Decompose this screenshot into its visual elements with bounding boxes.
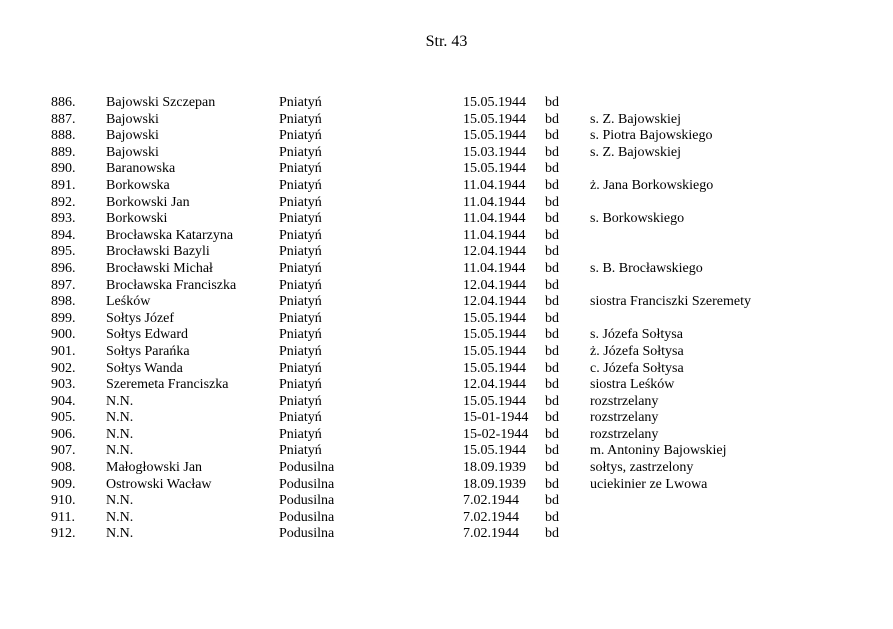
record-note: s. Piotra Bajowskiego [590,128,713,144]
record-place: Podusilna [279,460,335,476]
record-code: bd [545,310,559,326]
record-date: 15.05.1944 [463,393,526,409]
record-number: 912. [51,526,76,542]
record-place: Pniatyń [279,244,322,260]
record-row [0,228,893,245]
record-place: Pniatyń [279,377,322,393]
record-date: 15.03.1944 [463,144,526,160]
record-row [0,128,893,145]
record-date: 18.09.1939 [463,460,526,476]
record-row [0,427,893,444]
record-date: 18.09.1939 [463,476,526,492]
record-name: Bajowski [106,111,159,127]
record-name: Bajowski [106,144,159,160]
record-code: bd [545,95,559,110]
record-note: siostra Leśków [590,377,675,393]
record-date: 15.05.1944 [463,443,526,459]
record-place: Pniatyń [279,294,322,310]
record-date: 12.04.1944 [463,294,526,310]
record-number: 911. [51,509,75,525]
record-date: 15.05.1944 [463,310,526,326]
record-number: 890. [51,161,76,177]
record-name: N.N. [106,426,134,442]
record-row [0,211,893,228]
record-note: s. Józefa Sołtysa [590,327,683,343]
record-note: s. B. Brocławskiego [590,260,703,276]
record-row [0,178,893,195]
record-code: bd [545,377,559,393]
record-code: bd [545,177,559,193]
record-date: 11.04.1944 [463,194,526,210]
record-number: 892. [51,194,76,210]
record-number: 889. [51,144,76,160]
record-row [0,510,893,527]
record-name: Sołtys Edward [106,327,189,343]
record-number: 904. [51,393,76,409]
record-date: 15.05.1944 [463,360,526,376]
record-row [0,344,893,361]
record-place: Pniatyń [279,144,322,160]
record-note: rozstrzelany [590,410,659,426]
record-date: 15.05.1944 [463,343,526,359]
record-code: bd [545,277,559,293]
record-row [0,294,893,311]
record-date: 15.05.1944 [463,95,526,110]
record-row [0,526,893,543]
record-code: bd [545,260,559,276]
record-note: rozstrzelany [590,426,659,442]
record-note: sołtys, zastrzelony [590,460,694,476]
record-note: rozstrzelany [590,393,659,409]
record-code: bd [545,294,559,310]
record-name: Sołtys Józef [106,310,175,326]
record-note: ż. Jana Borkowskiego [590,177,714,193]
record-name: Brocławski Bazyli [106,244,210,260]
record-place: Pniatyń [279,128,322,144]
record-place: Pniatyń [279,360,322,376]
record-code: bd [545,227,559,243]
record-number: 907. [51,443,76,459]
record-place: Pniatyń [279,161,322,177]
record-date: 11.04.1944 [463,260,526,276]
record-date: 7.02.1944 [463,493,519,509]
record-row [0,161,893,178]
record-note: ż. Józefa Sołtysa [590,343,684,359]
record-name: Borkowski [106,211,168,227]
records-list [0,95,893,543]
record-date: 12.04.1944 [463,244,526,260]
record-row [0,394,893,411]
record-code: bd [545,526,559,542]
record-name: Sołtys Parańka [106,343,190,359]
record-number: 900. [51,327,76,343]
record-code: bd [545,460,559,476]
record-row [0,377,893,394]
record-note: siostra Franciszki Szeremety [590,294,751,310]
record-row [0,195,893,212]
record-number: 895. [51,244,76,260]
record-number: 905. [51,410,76,426]
record-number: 887. [51,111,76,127]
record-place: Pniatyń [279,426,322,442]
record-number: 897. [51,277,76,293]
record-number: 898. [51,294,76,310]
record-number: 893. [51,211,76,227]
record-row [0,112,893,129]
record-number: 901. [51,343,76,359]
record-name: N.N. [106,526,134,542]
record-code: bd [545,493,559,509]
record-row [0,327,893,344]
record-code: bd [545,194,559,210]
record-date: 15.05.1944 [463,161,526,177]
record-date: 7.02.1944 [463,526,519,542]
record-name: Małogłowski Jan [106,460,203,476]
record-row [0,261,893,278]
record-name: Sołtys Wanda [106,360,183,376]
record-date: 11.04.1944 [463,227,526,243]
record-number: 891. [51,177,76,193]
record-number: 886. [51,95,76,110]
record-row [0,361,893,378]
record-code: bd [545,244,559,260]
record-name: Baranowska [106,161,176,177]
record-number: 899. [51,310,76,326]
record-code: bd [545,426,559,442]
record-place: Podusilna [279,509,335,525]
record-name: Borkowski Jan [106,194,190,210]
record-row [0,145,893,162]
record-name: Bajowski [106,128,159,144]
record-note: s. Borkowskiego [590,211,685,227]
record-code: bd [545,161,559,177]
record-code: bd [545,144,559,160]
record-code: bd [545,111,559,127]
record-name: Szeremeta Franciszka [106,377,229,393]
record-place: Pniatyń [279,95,322,110]
record-place: Pniatyń [279,194,322,210]
record-code: bd [545,360,559,376]
record-place: Podusilna [279,493,335,509]
record-date: 11.04.1944 [463,211,526,227]
record-name: N.N. [106,410,134,426]
page-title: Str. 43 [425,33,468,50]
record-name: Borkowska [106,177,170,193]
record-code: bd [545,211,559,227]
record-date: 7.02.1944 [463,509,519,525]
record-row [0,95,893,112]
record-row [0,443,893,460]
record-place: Pniatyń [279,443,322,459]
record-note: uciekinier ze Lwowa [590,476,708,492]
record-number: 888. [51,128,76,144]
record-row [0,477,893,494]
record-place: Pniatyń [279,227,322,243]
record-code: bd [545,128,559,144]
record-name: N.N. [106,493,134,509]
record-place: Pniatyń [279,211,322,227]
record-number: 909. [51,476,76,492]
record-date: 12.04.1944 [463,277,526,293]
record-code: bd [545,393,559,409]
record-row [0,493,893,510]
record-date: 15-02-1944 [463,426,529,442]
record-name: Ostrowski Wacław [106,476,212,492]
record-place: Pniatyń [279,327,322,343]
record-note: s. Z. Bajowskiej [590,111,681,127]
record-code: bd [545,509,559,525]
record-name: N.N. [106,393,134,409]
record-number: 894. [51,227,76,243]
record-number: 902. [51,360,76,376]
record-name: N.N. [106,443,134,459]
record-name: N.N. [106,509,134,525]
record-code: bd [545,343,559,359]
record-code: bd [545,327,559,343]
record-date: 15.05.1944 [463,111,526,127]
record-row [0,410,893,427]
record-name: Brocławski Michał [106,260,213,276]
record-place: Pniatyń [279,277,322,293]
record-date: 12.04.1944 [463,377,526,393]
record-note: c. Józefa Sołtysa [590,360,684,376]
record-row [0,244,893,261]
record-name: Brocławska Katarzyna [106,227,234,243]
record-date: 11.04.1944 [463,177,526,193]
record-place: Pniatyń [279,260,322,276]
record-place: Podusilna [279,526,335,542]
record-code: bd [545,443,559,459]
record-code: bd [545,410,559,426]
record-row [0,278,893,295]
record-place: Podusilna [279,476,335,492]
record-number: 903. [51,377,76,393]
record-place: Pniatyń [279,343,322,359]
record-number: 906. [51,426,76,442]
record-name: Bajowski Szczepan [106,95,216,110]
record-place: Pniatyń [279,310,322,326]
record-note: m. Antoniny Bajowskiej [590,443,727,459]
record-place: Pniatyń [279,111,322,127]
record-place: Pniatyń [279,177,322,193]
record-row [0,460,893,477]
record-place: Pniatyń [279,393,322,409]
record-name: Leśków [106,294,151,310]
record-row [0,311,893,328]
record-number: 910. [51,493,76,509]
record-name: Brocławska Franciszka [106,277,237,293]
record-place: Pniatyń [279,410,322,426]
record-code: bd [545,476,559,492]
record-number: 896. [51,260,76,276]
record-note: s. Z. Bajowskiej [590,144,681,160]
record-date: 15-01-1944 [463,410,529,426]
record-number: 908. [51,460,76,476]
record-date: 15.05.1944 [463,327,526,343]
record-date: 15.05.1944 [463,128,526,144]
